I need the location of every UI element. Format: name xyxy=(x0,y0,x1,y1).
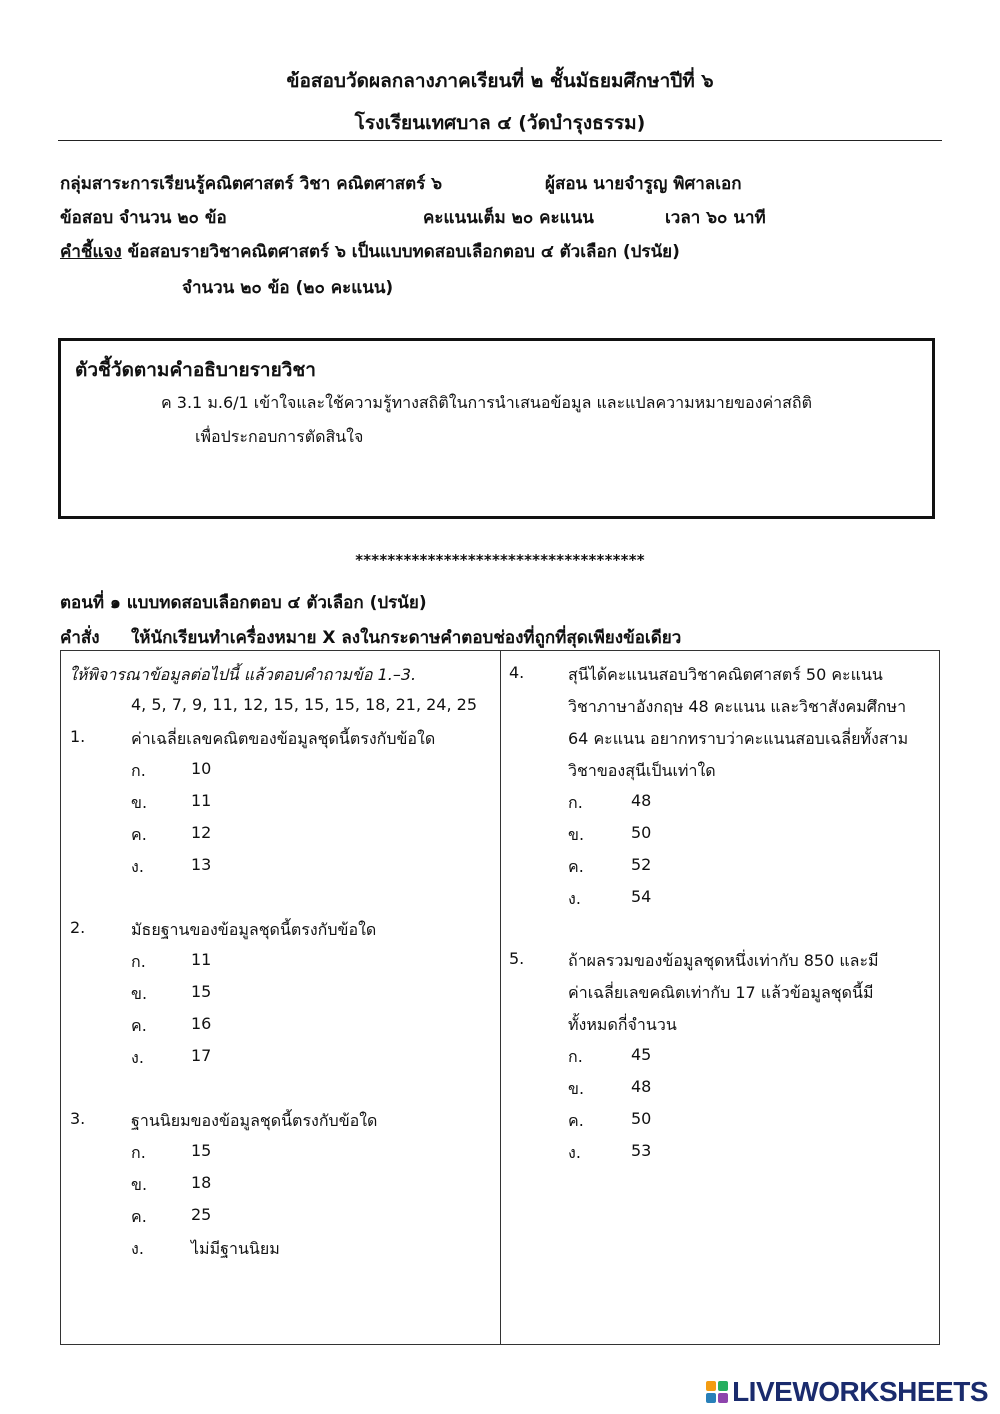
separator: ************************************ xyxy=(355,551,645,569)
choice-value[interactable]: 54 xyxy=(631,887,652,906)
instruction-line2: จำนวน ๒๐ ข้อ (๒๐ คะแนน) xyxy=(182,278,394,298)
logo-text: LIVEWORKSHEETS xyxy=(732,1376,988,1407)
choice-label: ค. xyxy=(568,857,584,876)
instruction-label: คำชี้แจง xyxy=(60,242,122,262)
choice-label: ก. xyxy=(131,952,146,971)
choice-label: ง. xyxy=(568,1143,581,1162)
indicator-line2: เพื่อประกอบการตัดสินใจ xyxy=(195,427,364,446)
instruction xyxy=(60,238,680,265)
choice-label: ก. xyxy=(568,1047,583,1066)
choice-label: ข. xyxy=(131,1175,148,1194)
choice-label: ข. xyxy=(131,793,148,812)
logo-square xyxy=(718,1381,728,1391)
choice-label: ง. xyxy=(131,857,144,876)
choice-label: ก. xyxy=(568,793,583,812)
choice-label: ง. xyxy=(131,1048,144,1067)
choice-label: ค. xyxy=(131,1207,147,1226)
choice-value[interactable]: 15 xyxy=(191,1141,212,1160)
choice-label: ก. xyxy=(131,1143,146,1162)
question-text-line: ถ้าผลรวมของข้อมูลชุดหนึ่งเท่ากับ 850 และมี xyxy=(568,951,879,970)
question-box xyxy=(60,650,940,1345)
choice-label: ค. xyxy=(131,1016,147,1035)
subject-info: กลุ่มสาระการเรียนรู้คณิตศาสตร์ วิชา คณิตศาสตร์ ๖ xyxy=(60,174,443,194)
choice-label: ง. xyxy=(568,889,581,908)
choice-value[interactable]: 10 xyxy=(191,759,212,778)
choice-value[interactable]: 45 xyxy=(631,1045,652,1064)
question-text-line: วิชาภาษาอังกฤษ 48 คะแนน และวิชาสังคมศึกษา xyxy=(568,697,907,716)
indicator-title: ตัวชี้วัดตามคำอธิบายรายวิชา xyxy=(75,359,316,381)
header-divider xyxy=(58,140,942,141)
question-number: 5. xyxy=(509,949,525,968)
question-text-line: สุนีได้คะแนนสอบวิชาคณิตศาสตร์ 50 คะแนน xyxy=(568,665,883,684)
choice-value[interactable]: 53 xyxy=(631,1141,652,1160)
choice-label: ข. xyxy=(568,1079,585,1098)
choice-value[interactable]: 11 xyxy=(191,791,212,810)
question-number: 2. xyxy=(70,918,86,937)
instruction-text: ข้อสอบรายวิชาคณิตศาสตร์ ๖ เป็นแบบทดสอบเลือกตอบ ๔ ตัวเลือก (ปรนัย) xyxy=(121,242,680,262)
question-text: มัธยฐานของข้อมูลชุดนี้ตรงกับข้อใด xyxy=(131,920,377,939)
question-text-line: 64 คะแนน อยากทราบว่าคะแนนสอบเฉลี่ยทั้งสาม xyxy=(568,729,909,748)
part-title: ตอนที่ ๑ แบบทดสอบเลือกตอบ ๔ ตัวเลือก (ปรนัย) xyxy=(60,593,427,613)
choice-value[interactable]: 16 xyxy=(191,1014,212,1033)
choice-value[interactable]: 52 xyxy=(631,855,652,874)
question-number: 3. xyxy=(70,1109,86,1128)
exam-time: เวลา ๖๐ นาที xyxy=(665,208,766,228)
choice-value[interactable]: 12 xyxy=(191,823,212,842)
question-text-line: วิชาของสุนีเป็นเท่าใด xyxy=(568,761,716,780)
exam-count: ข้อสอบ จำนวน ๒๐ ข้อ xyxy=(60,208,227,228)
choice-value[interactable]: 11 xyxy=(191,950,212,969)
choice-value[interactable]: ไม่มีฐานนิยม xyxy=(191,1239,280,1258)
logo-square xyxy=(706,1381,716,1391)
question-number: 4. xyxy=(509,663,525,682)
school-name: โรงเรียนเทศบาล ๔ (วัดบำรุงธรรม) xyxy=(354,112,646,134)
choice-value[interactable]: 48 xyxy=(631,791,652,810)
choice-label: ก. xyxy=(131,761,146,780)
choice-value[interactable]: 15 xyxy=(191,982,212,1001)
question-text: ค่าเฉลี่ยเลขคณิตของข้อมูลชุดนี้ตรงกับข้อใด xyxy=(131,729,436,748)
liveworksheets-icon xyxy=(706,1381,728,1403)
exam-title: ข้อสอบวัดผลกลางภาคเรียนที่ ๒ ชั้นมัธยมศึกษาปีที่ ๖ xyxy=(286,70,714,92)
dataset: 4, 5, 7, 9, 11, 12, 15, 15, 15, 18, 21, 24, 25 xyxy=(131,695,478,714)
choice-label: ง. xyxy=(131,1239,144,1258)
question-number: 1. xyxy=(70,727,86,746)
liveworksheets-logo[interactable] xyxy=(706,1376,988,1408)
data-intro: ให้พิจารณาข้อมูลต่อไปนี้ แล้วตอบคำถามข้อ 1.–3. xyxy=(69,665,417,684)
indicator-line1: ค 3.1 ม.6/1 เข้าใจและใช้ความรู้ทางสถิติในการนำเสนอข้อมูล และแปลความหมายของค่าสถิติ xyxy=(161,393,812,412)
question-text-line: ทั้งหมดกี่จำนวน xyxy=(568,1015,677,1034)
logo-square xyxy=(706,1393,716,1403)
choice-value[interactable]: 13 xyxy=(191,855,212,874)
choice-value[interactable]: 18 xyxy=(191,1173,212,1192)
choice-label: ข. xyxy=(568,825,585,844)
command-text: ให้นักเรียนทำเครื่องหมาย X ลงในกระดาษคำตอบช่องที่ถูกที่สุดเพียงข้อเดียว xyxy=(131,628,682,648)
command-label: คำสั่ง xyxy=(60,628,100,648)
teacher-info: ผู้สอน นายจำรูญ พิศาลเอก xyxy=(545,174,742,194)
choice-label: ค. xyxy=(131,825,147,844)
choice-value[interactable]: 48 xyxy=(631,1077,652,1096)
choice-label: ข. xyxy=(131,984,148,1003)
full-score: คะแนนเต็ม ๒๐ คะแนน xyxy=(423,208,594,228)
choice-value[interactable]: 50 xyxy=(631,823,652,842)
column-divider xyxy=(500,651,501,1344)
question-text: ฐานนิยมของข้อมูลชุดนี้ตรงกับข้อใด xyxy=(131,1111,378,1130)
logo-square xyxy=(718,1393,728,1403)
question-text-line: ค่าเฉลี่ยเลขคณิตเท่ากับ 17 แล้วข้อมูลชุดนี้มี xyxy=(568,983,874,1002)
choice-label: ค. xyxy=(568,1111,584,1130)
choice-value[interactable]: 25 xyxy=(191,1205,212,1224)
choice-value[interactable]: 50 xyxy=(631,1109,652,1128)
choice-value[interactable]: 17 xyxy=(191,1046,212,1065)
indicator-box xyxy=(58,338,935,519)
